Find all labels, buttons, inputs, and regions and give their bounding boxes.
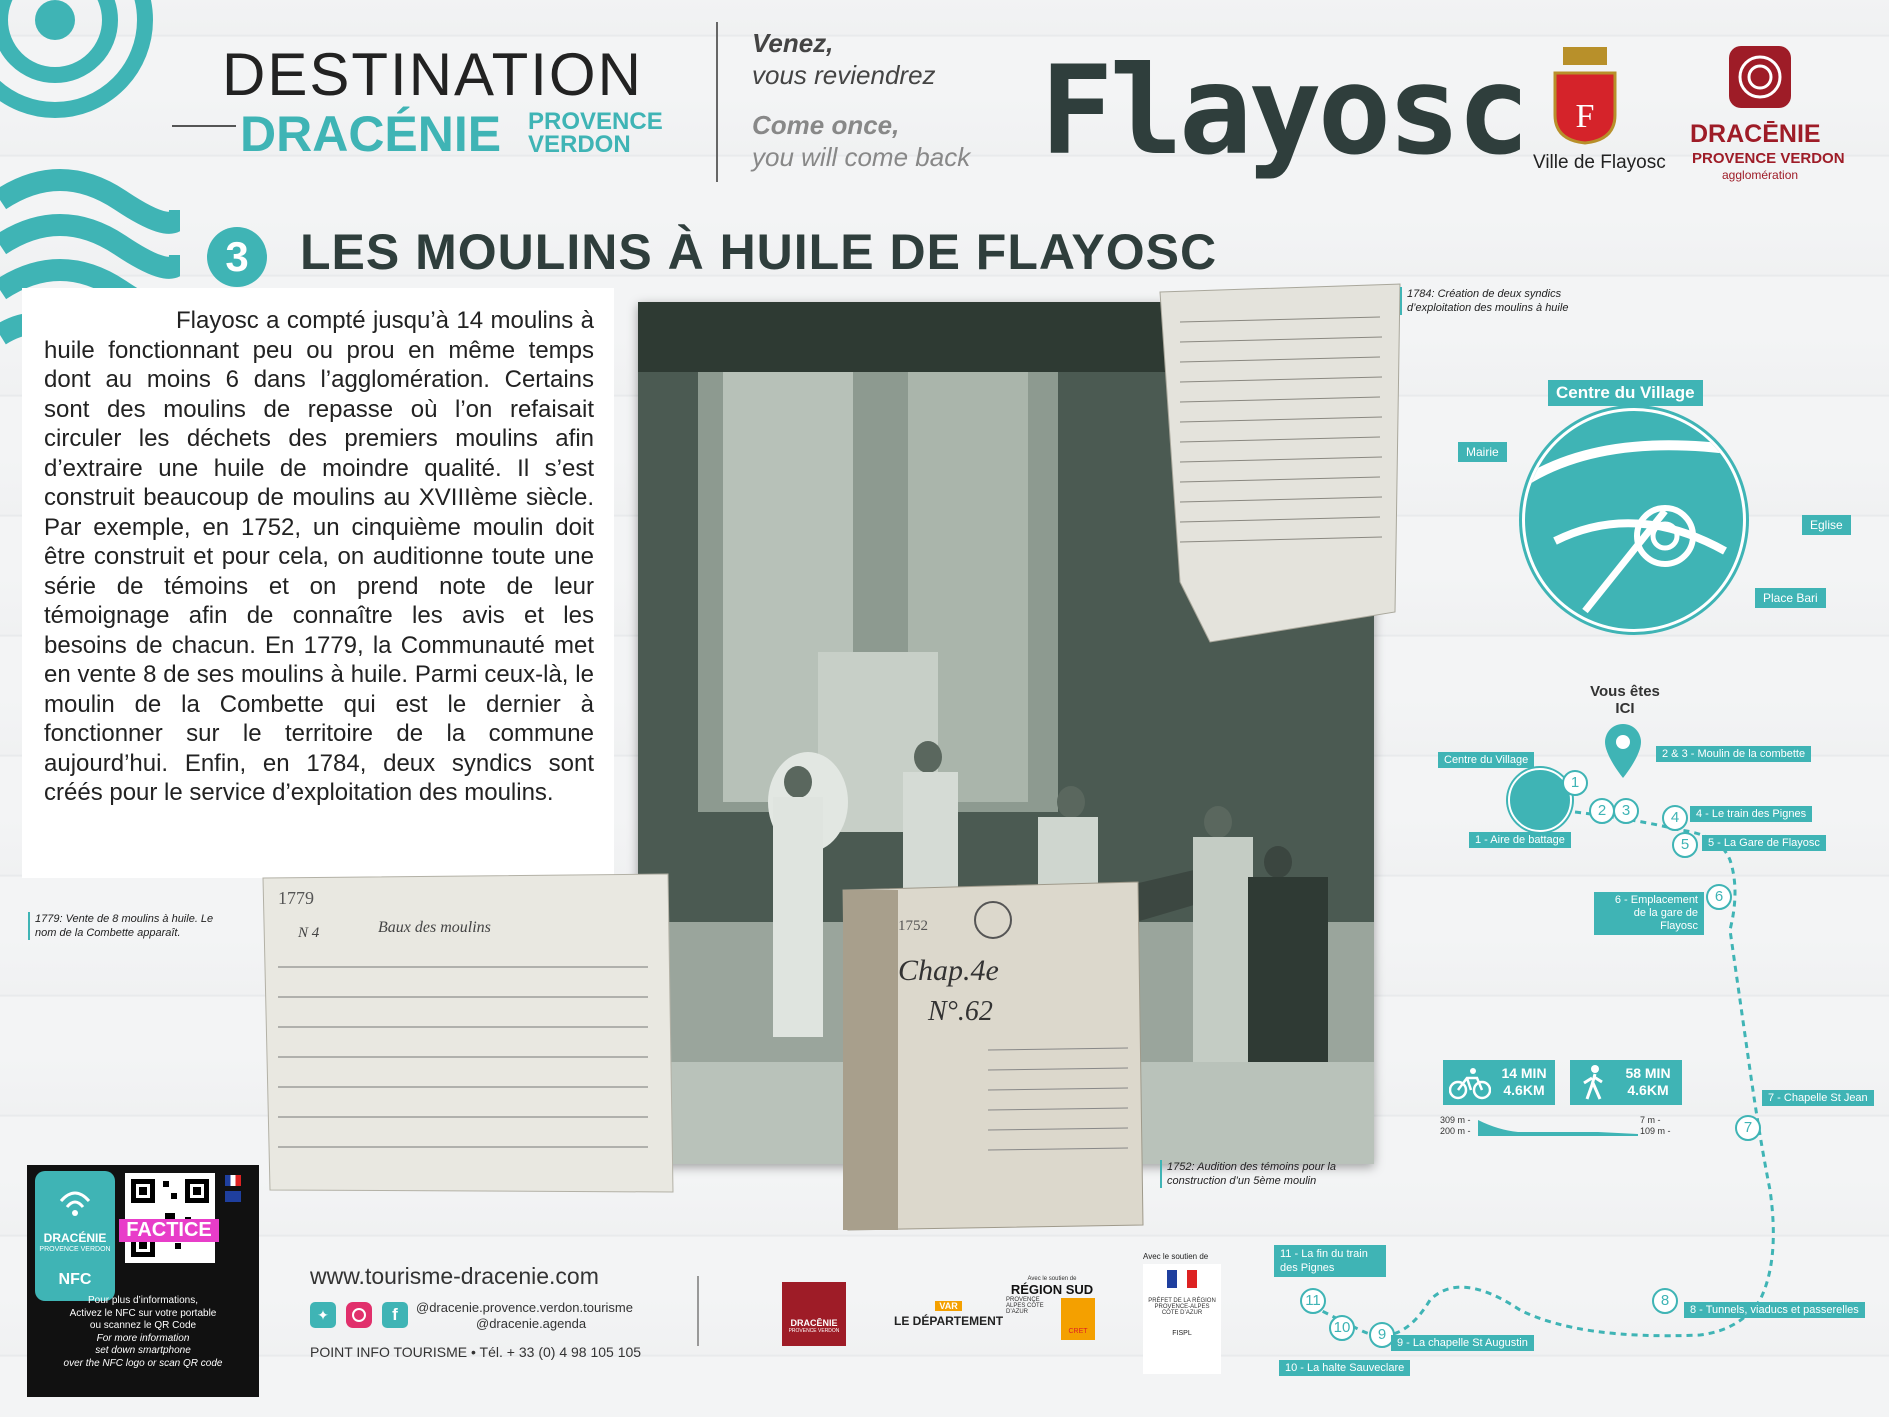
destination-heading: DESTINATION bbox=[222, 41, 643, 108]
map-label-centre-small: Centre du Village bbox=[1438, 752, 1534, 768]
website-link[interactable]: www.tourisme-dracenie.com bbox=[310, 1263, 599, 1289]
stop-label-4: 4 - Le train des Pignes bbox=[1690, 806, 1812, 822]
map-label-place-bari: Place Bari bbox=[1755, 588, 1826, 608]
stop-11: 11 bbox=[1300, 1288, 1326, 1314]
agglo-small: agglomération bbox=[1722, 168, 1799, 182]
town-title: Flayosc bbox=[1040, 40, 1527, 182]
logo-dracenie: DRACĒNIE PROVENCE VERDON bbox=[782, 1282, 846, 1346]
stop-label-9: 9 - La chapelle St Augustin bbox=[1391, 1335, 1534, 1351]
body-text: Flayosc a compté jusqu’à 14 moulins à huile fonctionnant peu ou prou en même temps dont au moins 6 dans l’agglomération. Certains sont des moulins de repasse où l’on refaisait circuler les déchets des premiers moulins afin d’extraire une huile de moindre qualité. Il s’est construit beaucoup de moulins au XVIIIème siècle. Par exemple, en 1752, un cinquième moulin doit être construit et pour cela, on auditionne toute une série de témoins et on prend note de leur témoignage afin de connaître les avis et les besoins de chacun. En 1779, la Communauté met en vente 8 de ses moulins à huile. Parmi ceux-là, le moulin de la Combette qui est le dernier à fonctionner sur le territoire de la commune aujourd’hui. Enfin, en 1784, deux syndics sont créés pour le service d’exploitation des moulins. bbox=[44, 307, 594, 806]
walk-time-box bbox=[1570, 1060, 1682, 1105]
stop-8: 8 bbox=[1652, 1288, 1678, 1314]
marianne-icon bbox=[1167, 1270, 1197, 1288]
header-divider bbox=[716, 22, 718, 182]
instagram-icon[interactable] bbox=[346, 1302, 372, 1328]
header-rule bbox=[172, 125, 236, 127]
slogan-en-2: you will come back bbox=[752, 142, 971, 172]
stop-2: 2 bbox=[1589, 798, 1615, 824]
stop-label-1: 1 - Aire de battage bbox=[1469, 832, 1571, 848]
town-crest-icon bbox=[1545, 45, 1625, 145]
svg-text:Chap.4e: Chap.4e bbox=[898, 954, 999, 987]
nfc-card bbox=[27, 1165, 259, 1397]
section-number: 3 bbox=[207, 227, 267, 287]
nfc-label: NFC bbox=[58, 1271, 92, 1288]
qr-code[interactable] bbox=[125, 1173, 215, 1263]
stop-label-7: 7 - Chapelle St Jean bbox=[1762, 1090, 1874, 1106]
slogan-en-1: Come once, bbox=[752, 110, 900, 140]
walking-icon bbox=[1580, 1065, 1610, 1101]
bicycle-icon bbox=[1449, 1066, 1491, 1100]
caption-1752: 1752: Audition des témoins pour la construction d’un 5ème moulin bbox=[1160, 1160, 1362, 1188]
dracenie-heading: DRACÉNIE bbox=[240, 106, 502, 162]
bike-time-box bbox=[1443, 1060, 1555, 1105]
stop-5: 5 bbox=[1672, 832, 1698, 858]
nfc-instructions: Pour plus d’informations, Activez le NFC sur votre portable ou scannez le QR Code For more information set down smartphone over the NFC logo or scan QR code bbox=[63, 1295, 223, 1369]
svg-text:1752: 1752 bbox=[898, 918, 928, 934]
map-label-eglise: Eglise bbox=[1802, 515, 1851, 535]
elevation-right: 7 m - 109 m - bbox=[1640, 1115, 1671, 1136]
walk-time: 58 MIN bbox=[1625, 1065, 1671, 1081]
facebook-icon[interactable]: f bbox=[382, 1302, 408, 1328]
document-1779 bbox=[258, 872, 678, 1197]
svg-text:F: F bbox=[1575, 98, 1595, 135]
stop-label-11: 11 - La fin du train des Pignes bbox=[1274, 1245, 1386, 1277]
stop-7: 7 bbox=[1735, 1115, 1761, 1141]
stop-3: 3 bbox=[1613, 798, 1639, 824]
svg-text:N°.62: N°.62 bbox=[928, 996, 993, 1027]
elevation-left: 309 m - 200 m - bbox=[1440, 1115, 1471, 1136]
crest-caption: Ville de Flayosc bbox=[1533, 152, 1666, 173]
bike-time: 14 MIN bbox=[1501, 1065, 1547, 1081]
stop-9: 9 bbox=[1369, 1322, 1395, 1348]
stop-label-8: 8 - Tunnels, viaducs et passerelles bbox=[1684, 1302, 1865, 1318]
stop-label-10: 10 - La halte Sauveclare bbox=[1279, 1360, 1410, 1376]
twitter-icon[interactable]: ✦ bbox=[310, 1302, 336, 1328]
stop-10: 10 bbox=[1329, 1315, 1355, 1341]
stop-label-6: 6 - Emplacement de la gare de Flayosc bbox=[1594, 892, 1704, 935]
soutien-label: Avec le soutien de bbox=[1143, 1252, 1209, 1261]
stop-6: 6 bbox=[1706, 884, 1732, 910]
document-1752 bbox=[838, 880, 1148, 1235]
flag-fr-icon[interactable] bbox=[225, 1175, 241, 1186]
bike-distance: 4.6KM bbox=[1503, 1082, 1545, 1098]
stop-label-2-3: 2 & 3 - Moulin de la combette bbox=[1656, 746, 1811, 762]
caption-1784: 1784: Création de deux syndics d’exploitation des moulins à huile bbox=[1400, 287, 1582, 315]
social-handles[interactable]: @dracenie.provence.verdon.tourisme @dracenie.agenda bbox=[416, 1300, 633, 1331]
provence-verdon-heading: PROVENCE VERDON bbox=[528, 108, 663, 158]
stop-label-5: 5 - La Gare de Flayosc bbox=[1702, 835, 1826, 851]
body-text-box bbox=[22, 288, 614, 878]
agglo-sub: PROVENCE VERDON bbox=[1692, 150, 1845, 167]
svg-text:1779: 1779 bbox=[278, 888, 314, 908]
agglo-name: DRACĒNIE bbox=[1690, 120, 1821, 148]
slogan-fr-2: vous reviendrez bbox=[752, 60, 936, 90]
map-label-mairie: Mairie bbox=[1458, 442, 1507, 462]
logo-region-sud: Avec le soutien de RÉGION SUD PROVENCE ALPES CÔTE D’AZUR CRET bbox=[1006, 1276, 1098, 1348]
footer-divider bbox=[697, 1276, 699, 1346]
slogan-fr-1: Venez, bbox=[752, 28, 834, 58]
section-title: LES MOULINS À HUILE DE FLAYOSC bbox=[300, 224, 1218, 280]
flag-uk-icon[interactable] bbox=[225, 1191, 241, 1202]
logo-var: VAR LE DÉPARTEMENT bbox=[894, 1301, 1004, 1328]
svg-text:N 4: N 4 bbox=[298, 925, 320, 941]
svg-text:Baux des moulins: Baux des moulins bbox=[378, 919, 491, 936]
stop-1: 1 bbox=[1562, 770, 1588, 796]
stop-4: 4 bbox=[1662, 805, 1688, 831]
walk-distance: 4.6KM bbox=[1627, 1082, 1669, 1098]
logo-prefet: PRÉFET DE LA RÉGION PROVENCE-ALPES CÔTE D’AZUR FISPL bbox=[1143, 1264, 1221, 1374]
factice-stamp: FACTICE bbox=[119, 1219, 219, 1242]
dracenie-agglo-icon bbox=[1725, 42, 1795, 112]
nfc-phone-icon: DRACÉNIE PROVENCE VERDON NFC bbox=[35, 1171, 115, 1301]
nfc-wave-icon bbox=[55, 1181, 95, 1221]
caption-1779: 1779: Vente de 8 moulins à huile. Le nom de la Combette apparaît. bbox=[28, 912, 235, 940]
map-centre-title: Centre du Village bbox=[1548, 380, 1703, 406]
elevation-profile bbox=[1478, 1112, 1638, 1136]
village-map bbox=[1522, 408, 1746, 632]
info-line: POINT INFO TOURISME • Tél. + 33 (0) 4 98 105 105 bbox=[310, 1344, 642, 1360]
you-are-here: Vous êtes ICI bbox=[1590, 683, 1660, 717]
document-1784 bbox=[1150, 282, 1410, 647]
